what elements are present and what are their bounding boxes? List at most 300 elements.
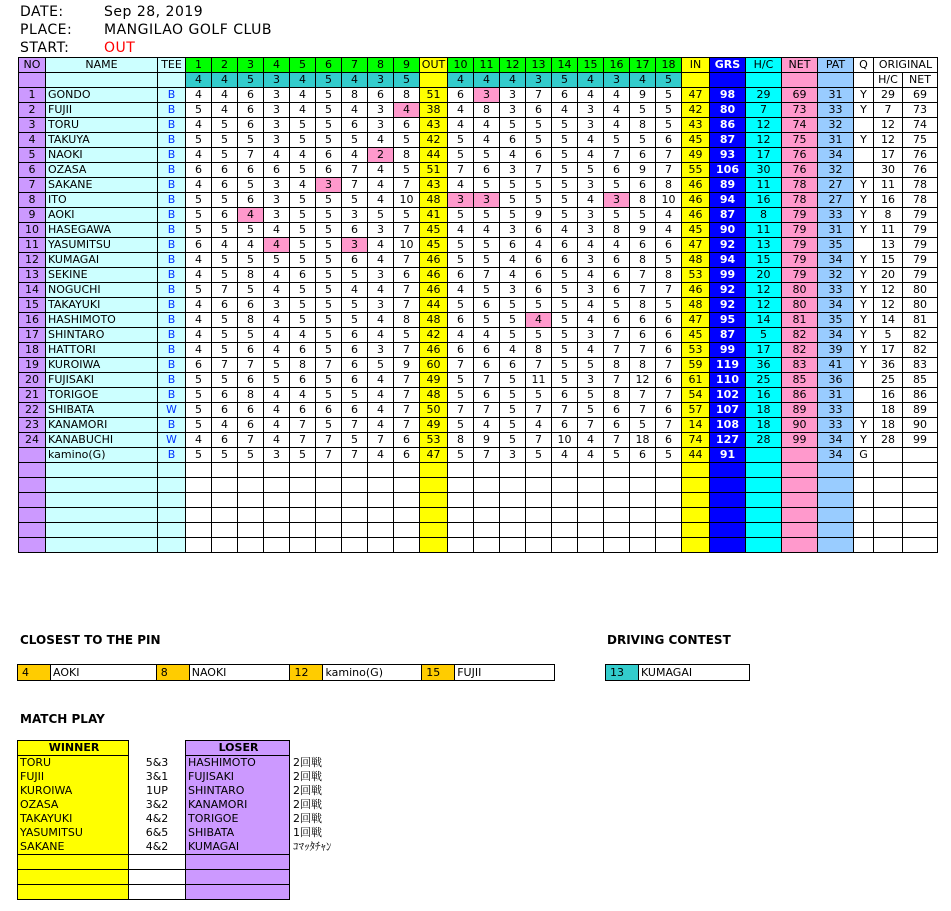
gross-score: 90 xyxy=(710,223,746,238)
net-score: 73 xyxy=(782,103,818,118)
net-score: 79 xyxy=(782,268,818,283)
player-row xyxy=(19,343,938,358)
hole-score: 3 xyxy=(264,118,290,133)
hole-score: 5 xyxy=(578,358,604,373)
hole-score: 3 xyxy=(368,103,394,118)
net-score: 78 xyxy=(782,178,818,193)
empty-row xyxy=(19,508,938,523)
hole-score: 6 xyxy=(238,103,264,118)
original-net: 83 xyxy=(903,358,938,373)
match-winner: YASUMITSU xyxy=(18,826,129,840)
hole-header: 15 xyxy=(578,58,604,73)
no-header: NO xyxy=(19,58,46,73)
par-cell: 4 xyxy=(212,73,238,88)
hole-score: 6 xyxy=(316,148,342,163)
grs-cell xyxy=(710,523,746,538)
subtotal-cell: 74 xyxy=(682,433,710,448)
subtotal-cell: 42 xyxy=(420,133,448,148)
handicap: 12 xyxy=(746,283,782,298)
hole-score: 7 xyxy=(656,283,682,298)
hole-score: 5 xyxy=(474,208,500,223)
original-hc: 14 xyxy=(874,313,903,328)
empty-cell xyxy=(264,493,290,508)
hole-score: 3 xyxy=(264,178,290,193)
hole-score: 8 xyxy=(630,118,656,133)
player-row xyxy=(19,388,938,403)
player-name: GONDO xyxy=(46,88,158,103)
hole-score: 8 xyxy=(238,268,264,283)
hole-score: 5 xyxy=(474,253,500,268)
hole-score: 6 xyxy=(238,403,264,418)
empty-cell xyxy=(264,523,290,538)
original-net: 79 xyxy=(903,223,938,238)
empty-cell xyxy=(526,463,552,478)
ctp-hole: 4 xyxy=(18,665,51,680)
empty-cell xyxy=(903,508,938,523)
net-score: 99 xyxy=(782,433,818,448)
subtotal-cell: 43 xyxy=(682,118,710,133)
subtotal-cell: 38 xyxy=(420,103,448,118)
hole-score: 5 xyxy=(578,388,604,403)
player-name: AOKI xyxy=(46,208,158,223)
qualifier xyxy=(854,403,874,418)
hole-score: 6 xyxy=(656,328,682,343)
hole-score: 3 xyxy=(316,178,342,193)
empty-cell xyxy=(656,508,682,523)
pat-cell xyxy=(818,463,854,478)
player-tee: B xyxy=(158,223,186,238)
hc-cell xyxy=(746,478,782,493)
tee-cell xyxy=(158,538,186,553)
hole-score: 5 xyxy=(186,133,212,148)
subtotal-cell: 47 xyxy=(682,238,710,253)
hole-score: 6 xyxy=(238,343,264,358)
ctp-hole: 12 xyxy=(290,665,323,680)
hole-score: 4 xyxy=(578,268,604,283)
subtotal-cell: 47 xyxy=(682,313,710,328)
hole-score: 5 xyxy=(238,133,264,148)
hole-score: 4 xyxy=(448,283,474,298)
hole-score: 5 xyxy=(368,208,394,223)
empty-cell xyxy=(394,538,420,553)
empty-cell xyxy=(420,538,448,553)
putts: 33 xyxy=(818,283,854,298)
net-score: 79 xyxy=(782,253,818,268)
hole-score: 6 xyxy=(604,283,630,298)
hole-score: 5 xyxy=(316,373,342,388)
hole-score: 6 xyxy=(500,238,526,253)
hole-score: 7 xyxy=(394,403,420,418)
hole-score: 6 xyxy=(630,328,656,343)
player-tee: B xyxy=(158,313,186,328)
hole-score: 4 xyxy=(500,343,526,358)
empty-cell xyxy=(368,523,394,538)
match-result xyxy=(129,870,186,885)
empty-cell xyxy=(578,493,604,508)
empty-cell xyxy=(630,538,656,553)
hole-score: 5 xyxy=(526,178,552,193)
hole-score: 4 xyxy=(290,148,316,163)
gross-score: 91 xyxy=(710,448,746,463)
hole-score: 6 xyxy=(316,403,342,418)
putts: 33 xyxy=(818,418,854,433)
hole-score: 5 xyxy=(656,118,682,133)
tee-cell xyxy=(158,493,186,508)
empty-cell xyxy=(604,523,630,538)
original-net: 90 xyxy=(903,418,938,433)
hole-score: 6 xyxy=(630,238,656,253)
hole-score: 7 xyxy=(238,148,264,163)
ctp-item xyxy=(18,665,157,680)
hole-score: 6 xyxy=(342,253,368,268)
player-name: HASEGAWA xyxy=(46,223,158,238)
player-tee: B xyxy=(158,88,186,103)
par-cell: 3 xyxy=(604,73,630,88)
subtotal-cell: 41 xyxy=(420,208,448,223)
match-winner xyxy=(18,855,129,870)
hole-score: 7 xyxy=(656,388,682,403)
match-result: 4&2 xyxy=(129,840,186,855)
grs-header: GRS xyxy=(710,58,746,73)
player-row xyxy=(19,418,938,433)
hole-score: 6 xyxy=(238,298,264,313)
hole-header: 1 xyxy=(186,58,212,73)
qualifier: Y xyxy=(854,133,874,148)
hole-score: 6 xyxy=(448,313,474,328)
hole-score: 5 xyxy=(290,163,316,178)
hole-score: 6 xyxy=(186,238,212,253)
hole-score: 6 xyxy=(448,268,474,283)
original-net: 76 xyxy=(903,148,938,163)
original-hc: 11 xyxy=(874,178,903,193)
handicap: 15 xyxy=(746,253,782,268)
empty-cell xyxy=(526,523,552,538)
player-no: 21 xyxy=(19,388,46,403)
empty-cell xyxy=(500,538,526,553)
hole-score: 6 xyxy=(604,313,630,328)
net-score: 79 xyxy=(782,223,818,238)
subtotal-cell: 57 xyxy=(682,403,710,418)
grs-cell xyxy=(710,493,746,508)
subtotal-cell: 42 xyxy=(682,103,710,118)
gross-score: 127 xyxy=(710,433,746,448)
empty-cell xyxy=(448,508,474,523)
hole-score: 8 xyxy=(630,298,656,313)
hole-score: 7 xyxy=(474,403,500,418)
hole-score: 4 xyxy=(578,88,604,103)
empty-cell xyxy=(578,508,604,523)
hole-score: 6 xyxy=(342,373,368,388)
hole-score: 8 xyxy=(474,103,500,118)
subtotal-cell: 45 xyxy=(682,133,710,148)
qualifier: Y xyxy=(854,193,874,208)
empty-cell xyxy=(290,538,316,553)
empty-cell xyxy=(552,463,578,478)
net-score: 81 xyxy=(782,313,818,328)
hole-score: 4 xyxy=(264,223,290,238)
hole-score: 5 xyxy=(630,208,656,223)
no-cell xyxy=(19,523,46,538)
handicap: 17 xyxy=(746,343,782,358)
pat-header: PAT xyxy=(818,58,854,73)
hole-score: 6 xyxy=(656,343,682,358)
hole-score: 8 xyxy=(394,313,420,328)
hole-score: 5 xyxy=(290,313,316,328)
hole-header: 13 xyxy=(526,58,552,73)
hole-score: 5 xyxy=(500,193,526,208)
gross-score: 107 xyxy=(710,403,746,418)
date-value: Sep 28, 2019 xyxy=(104,4,204,20)
hole-score: 7 xyxy=(630,388,656,403)
subtotal-cell: 54 xyxy=(682,388,710,403)
player-tee: B xyxy=(158,178,186,193)
player-no: 4 xyxy=(19,133,46,148)
hole-score: 4 xyxy=(342,283,368,298)
gross-score: 108 xyxy=(710,418,746,433)
hole-score: 6 xyxy=(290,268,316,283)
par-cell: 4 xyxy=(474,73,500,88)
hole-score: 4 xyxy=(212,88,238,103)
original-net: 75 xyxy=(903,133,938,148)
hole-score: 6 xyxy=(500,358,526,373)
hole-header: 4 xyxy=(264,58,290,73)
original-net: 80 xyxy=(903,298,938,313)
match-winner: TAKAYUKI xyxy=(18,812,129,826)
subtotal-cell: 45 xyxy=(420,223,448,238)
putts: 32 xyxy=(818,118,854,133)
hole-score: 5 xyxy=(448,208,474,223)
hole-score: 6 xyxy=(604,253,630,268)
putts: 35 xyxy=(818,313,854,328)
subtotal-cell: 48 xyxy=(420,313,448,328)
empty-cell xyxy=(682,463,710,478)
grs-cell xyxy=(710,73,746,88)
hole-score: 5 xyxy=(290,253,316,268)
hc-cell xyxy=(746,523,782,538)
hole-score: 6 xyxy=(604,418,630,433)
hole-score: 8 xyxy=(656,268,682,283)
hole-score: 5 xyxy=(552,268,578,283)
hole-score: 7 xyxy=(394,178,420,193)
hole-score: 5 xyxy=(526,118,552,133)
hole-score: 8 xyxy=(630,358,656,373)
hole-score: 3 xyxy=(368,343,394,358)
handicap: 5 xyxy=(746,328,782,343)
hole-score: 5 xyxy=(212,118,238,133)
hole-score: 4 xyxy=(604,88,630,103)
par-cell: 3 xyxy=(368,73,394,88)
closest-to-pin-title: CLOSEST TO THE PIN xyxy=(20,633,161,647)
net-score: 86 xyxy=(782,388,818,403)
hole-score: 7 xyxy=(394,283,420,298)
player-tee: B xyxy=(158,238,186,253)
hole-score: 6 xyxy=(526,268,552,283)
hole-score: 4 xyxy=(448,103,474,118)
match-winner: KUROIWA xyxy=(18,784,129,798)
match-row xyxy=(18,812,350,826)
hole-score: 5 xyxy=(526,448,552,463)
ctp-winner: kamino(G) xyxy=(325,666,383,679)
hole-score: 8 xyxy=(630,253,656,268)
original-hc: 12 xyxy=(874,133,903,148)
player-no: 12 xyxy=(19,253,46,268)
putts: 33 xyxy=(818,208,854,223)
hole-score: 5 xyxy=(368,358,394,373)
hole-score: 8 xyxy=(604,358,630,373)
place-line xyxy=(20,22,272,38)
qualifier xyxy=(854,148,874,163)
hole-score: 10 xyxy=(552,433,578,448)
subtotal-cell: 46 xyxy=(682,283,710,298)
gross-score: 99 xyxy=(710,343,746,358)
hole-score: 5 xyxy=(552,328,578,343)
original-header: ORIGINAL xyxy=(874,58,938,73)
putts: 36 xyxy=(818,373,854,388)
gross-score: 87 xyxy=(710,208,746,223)
date-line xyxy=(20,4,203,20)
empty-cell xyxy=(316,508,342,523)
match-loser: HASHIMOTO xyxy=(186,756,290,771)
hole-score: 5 xyxy=(630,103,656,118)
hole-score: 4 xyxy=(186,433,212,448)
qualifier: Y xyxy=(854,178,874,193)
hole-score: 6 xyxy=(656,373,682,388)
hole-score: 4 xyxy=(290,328,316,343)
hole-score: 5 xyxy=(290,133,316,148)
par-cell xyxy=(682,73,710,88)
handicap: 8 xyxy=(746,208,782,223)
gross-score: 87 xyxy=(710,328,746,343)
empty-row xyxy=(19,478,938,493)
empty-cell xyxy=(682,493,710,508)
hole-score: 7 xyxy=(238,433,264,448)
tee-cell xyxy=(158,73,186,88)
empty-cell xyxy=(342,523,368,538)
place-label: PLACE: xyxy=(20,22,73,38)
pat-cell xyxy=(818,508,854,523)
hc-cell xyxy=(746,493,782,508)
original-hc: 17 xyxy=(874,148,903,163)
empty-cell xyxy=(238,508,264,523)
original-hc: 7 xyxy=(874,103,903,118)
gross-score: 94 xyxy=(710,253,746,268)
player-no: 6 xyxy=(19,163,46,178)
hole-score: 5 xyxy=(656,103,682,118)
player-tee: B xyxy=(158,373,186,388)
player-name: NAOKI xyxy=(46,148,158,163)
hole-score: 4 xyxy=(264,328,290,343)
name-cell xyxy=(46,523,158,538)
hole-score: 6 xyxy=(552,238,578,253)
place-value: MANGILAO GOLF CLUB xyxy=(104,22,272,38)
empty-cell xyxy=(264,478,290,493)
handicap: 12 xyxy=(746,298,782,313)
hole-score: 5 xyxy=(552,298,578,313)
subtotal-cell: 53 xyxy=(420,433,448,448)
hole-score: 5 xyxy=(316,298,342,313)
hole-score: 5 xyxy=(212,343,238,358)
hole-score: 3 xyxy=(500,163,526,178)
par-cell: 4 xyxy=(290,73,316,88)
hole-score: 5 xyxy=(186,418,212,433)
match-loser: FUJISAKI xyxy=(186,770,290,784)
empty-cell xyxy=(500,508,526,523)
empty-cell xyxy=(630,493,656,508)
hole-score: 8 xyxy=(630,193,656,208)
hole-score: 5 xyxy=(212,193,238,208)
hole-score: 3 xyxy=(578,253,604,268)
name-cell xyxy=(46,508,158,523)
player-name: HASHIMOTO xyxy=(46,313,158,328)
ctp-hole: 8 xyxy=(157,665,190,680)
player-row xyxy=(19,223,938,238)
hole-score: 6 xyxy=(656,313,682,328)
subtotal-cell: 44 xyxy=(420,298,448,313)
match-play-title: MATCH PLAY xyxy=(20,712,105,726)
hole-score: 7 xyxy=(448,358,474,373)
hole-score: 5 xyxy=(238,178,264,193)
ctp-item xyxy=(422,665,554,680)
hole-score: 5 xyxy=(604,178,630,193)
par-cell: 4 xyxy=(500,73,526,88)
hole-score: 5 xyxy=(212,133,238,148)
net-cell xyxy=(782,73,818,88)
putts: 27 xyxy=(818,193,854,208)
original-net: 85 xyxy=(903,373,938,388)
original-net: 79 xyxy=(903,268,938,283)
player-name: KANABUCHI xyxy=(46,433,158,448)
player-row xyxy=(19,448,938,463)
hole-score: 7 xyxy=(604,148,630,163)
match-round: 2回戦 xyxy=(293,755,322,769)
empty-cell xyxy=(420,523,448,538)
player-name: TAKAYUKI xyxy=(46,298,158,313)
player-name: FUJISAKI xyxy=(46,373,158,388)
empty-cell xyxy=(874,463,903,478)
hole-score: 7 xyxy=(394,343,420,358)
hole-score: 6 xyxy=(342,328,368,343)
original-hc: 28 xyxy=(874,433,903,448)
qualifier: Y xyxy=(854,268,874,283)
hole-header: 6 xyxy=(316,58,342,73)
putts: 34 xyxy=(818,148,854,163)
hole-score: 9 xyxy=(630,163,656,178)
hole-score: 3 xyxy=(500,283,526,298)
match-loser xyxy=(186,855,290,870)
empty-cell xyxy=(474,508,500,523)
player-row xyxy=(19,298,938,313)
subtotal-cell: 46 xyxy=(682,178,710,193)
hole-score: 3 xyxy=(368,268,394,283)
subtotal-cell: 43 xyxy=(420,178,448,193)
hole-score: 6 xyxy=(500,133,526,148)
player-name: kamino(G) xyxy=(46,448,158,463)
ctp-hole: 15 xyxy=(422,665,455,680)
hole-score: 4 xyxy=(500,268,526,283)
empty-row xyxy=(19,523,938,538)
hole-score: 4 xyxy=(186,253,212,268)
hole-score: 5 xyxy=(186,283,212,298)
hole-score: 5 xyxy=(316,223,342,238)
subtotal-cell: 42 xyxy=(420,328,448,343)
original-hc: 12 xyxy=(874,118,903,133)
hole-score: 5 xyxy=(552,118,578,133)
original-net-header: NET xyxy=(903,73,938,88)
hole-score: 5 xyxy=(552,163,578,178)
hc-header: H/C xyxy=(746,58,782,73)
hole-score: 5 xyxy=(552,193,578,208)
hole-score: 4 xyxy=(552,448,578,463)
